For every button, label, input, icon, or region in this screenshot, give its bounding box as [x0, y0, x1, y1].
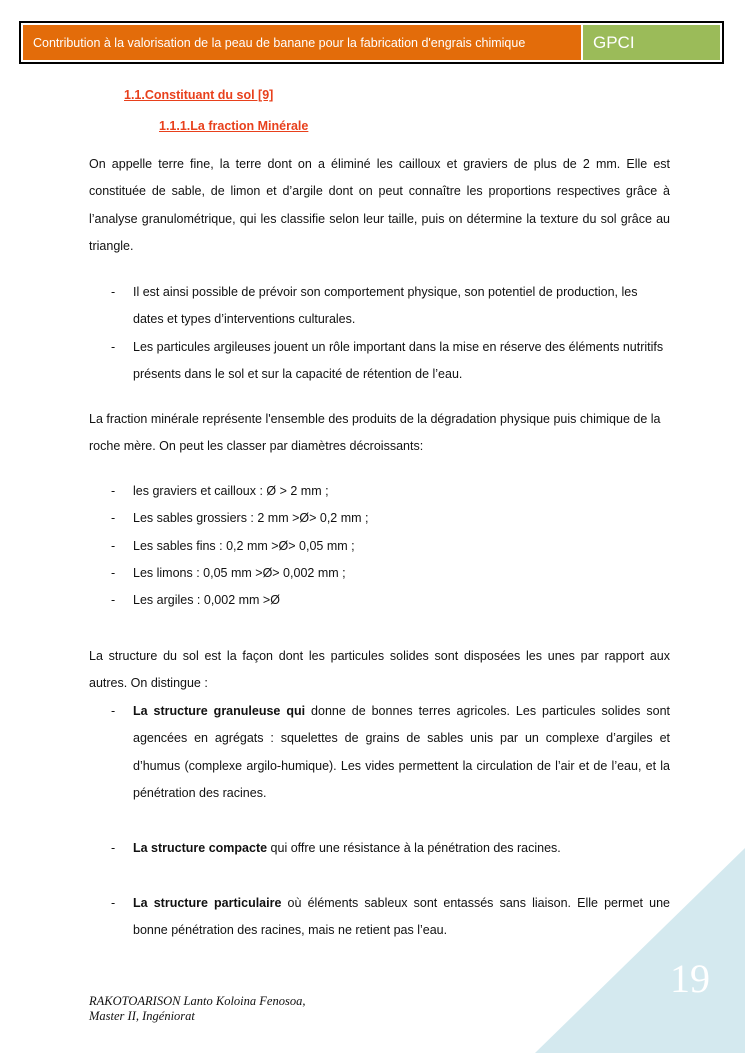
list-item-text: Les particules argileuses jouent un rôle important dans la mise en réserve des éléments nutritifs présents dans le sol et sur la capacité de rétention de l’eau. [133, 339, 664, 381]
list-item-text: Il est ainsi possible de prévoir son comportement physique, son potentiel de production, les dates et types d’interventions culturales. [133, 285, 638, 327]
structure-item [89, 890, 670, 945]
list-item-text: les graviers et cailloux : Ø > 2 mm ; [133, 484, 329, 498]
bullet-list-1 [89, 279, 670, 388]
bullet-dash: - [111, 285, 116, 299]
list-item [89, 890, 670, 945]
term: La structure particulaire [133, 896, 282, 910]
page-number: 19 [670, 956, 710, 1001]
bullet-dash: - [111, 339, 116, 354]
list-item [89, 587, 670, 614]
paragraph-2: La fraction minérale représente l'ensemble des produits de la dégradation physique puis chimique de la roche mère. On peut les classer par diamètres décroissants: [89, 412, 661, 454]
paragraph-1: On appelle terre fine, la terre dont on a éliminé les cailloux et graviers de plus de 2 mm. Elle est constituée de sable, de limon et d’argile dont on peut connaître les proportions respectives grâce à l’analyse granulométrique, qui les classifie selon leur taille, puis on détermine la texture du sol grâce au triangle. [89, 157, 670, 253]
list-item [89, 835, 670, 862]
list-item [89, 505, 670, 532]
subsection-heading: 1.1.1.La fraction Minérale [159, 119, 309, 133]
bullet-dash: - [111, 511, 116, 526]
footer-author-name: RAKOTOARISON Lanto Koloina Fenosoa, [89, 994, 306, 1008]
list-item-text: Les sables fins : 0,2 mm >Ø> 0,05 mm ; [133, 538, 355, 553]
list-item-text: Les argiles : 0,002 mm >Ø [133, 593, 280, 608]
structure-item [89, 698, 670, 807]
list-item-text: donne de bonnes terres agricoles. Les particules solides sont agencées en agrégats : squelettes de grains de sables unis par un complexe d’argiles et d’humus (complexe argilo-humique). Les vides permettent la circulation de l’air et de l’eau, et la pénétration des racines. [133, 704, 670, 800]
term: La structure granuleuse qui [133, 704, 306, 718]
list-item-text: Les sables grossiers : 2 mm >Ø> 0,2 mm ; [133, 511, 369, 526]
list-item-text: Les limons : 0,05 mm >Ø> 0,002 mm ; [133, 565, 346, 580]
bullet-dash: - [111, 538, 116, 553]
list-item [89, 279, 670, 334]
term: La structure compacte [133, 841, 268, 855]
list-item [89, 533, 670, 560]
footer-degree: Master II, Ingéniorat [89, 1009, 195, 1023]
list-item [89, 698, 670, 807]
bullet-dash: - [111, 704, 116, 718]
size-list [89, 478, 670, 614]
bullet-dash: - [111, 841, 116, 855]
list-item [89, 334, 670, 389]
list-item-text: qui offre une résistance à la pénétration des racines. [267, 841, 561, 855]
section-heading: 1.1.Constituant du sol [9] [124, 88, 274, 102]
structure-item [89, 835, 670, 862]
list-item [89, 560, 670, 587]
bullet-dash: - [111, 896, 116, 910]
bullet-dash: - [111, 484, 116, 498]
list-item-text: où éléments sableux sont entassés sans liaison. Elle permet une bonne pénétration des racines, mais ne retient pas l’eau. [133, 896, 670, 938]
header-code: GPCI [583, 25, 720, 60]
header-title: Contribution à la valorisation de la peau de banane pour la fabrication d'engrais chimique [23, 25, 581, 60]
footer-author [89, 994, 305, 1024]
list-item [89, 478, 670, 505]
bullet-dash: - [111, 593, 116, 608]
bullet-dash: - [111, 565, 116, 580]
paragraph-3: La structure du sol est la façon dont les particules solides sont disposées les unes par rapport aux autres. On distingue : [89, 649, 670, 691]
page-header [19, 21, 724, 64]
